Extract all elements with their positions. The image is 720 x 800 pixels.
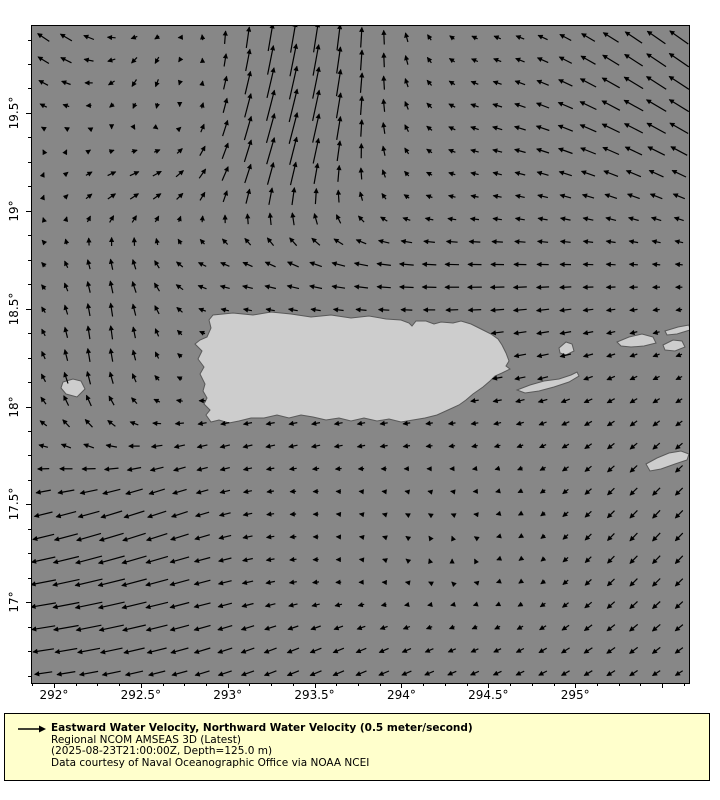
x-tick-label: 292°	[39, 688, 69, 702]
velocity-arrow	[606, 264, 615, 265]
velocity-arrow	[405, 491, 408, 492]
legend-time-depth: (2025-08-23T21:00:00Z, Depth=125.0 m)	[51, 745, 273, 757]
velocity-arrow	[474, 605, 476, 606]
velocity-arrow	[336, 469, 342, 470]
y-minor-tick	[28, 651, 31, 652]
velocity-arrow	[560, 287, 571, 288]
velocity-arrow	[153, 423, 161, 424]
legend-text	[51, 723, 473, 769]
velocity-arrow	[496, 491, 499, 492]
x-minor-tick	[271, 683, 272, 686]
y-tick-label: 18.5°	[7, 292, 21, 325]
x-tick-label: 293°	[213, 688, 243, 702]
y-minor-tick	[28, 88, 31, 89]
velocity-arrow	[361, 168, 362, 179]
x-major-tick	[662, 683, 663, 688]
velocity-arrow	[653, 310, 660, 311]
x-minor-tick	[597, 683, 598, 686]
velocity-arrow	[43, 173, 44, 175]
velocity-arrow	[452, 582, 453, 583]
y-minor-tick	[28, 578, 31, 579]
x-minor-tick	[358, 683, 359, 686]
x-minor-tick	[467, 683, 468, 686]
legend-dataset: Regional NCOM AMSEAS 3D (Latest)	[51, 733, 241, 746]
velocity-arrow	[202, 35, 203, 40]
y-minor-tick	[28, 137, 31, 138]
y-minor-tick	[28, 480, 31, 481]
velocity-arrow	[653, 264, 661, 265]
y-minor-tick	[28, 676, 31, 677]
velocity-arrow	[108, 37, 116, 38]
y-tick-label: 18°	[7, 395, 21, 418]
velocity-arrow	[247, 214, 248, 224]
x-tick-label: 292.5°	[120, 688, 161, 702]
x-minor-tick	[293, 683, 294, 686]
y-major-tick	[26, 407, 31, 408]
y-major-tick	[26, 309, 31, 310]
y-minor-tick	[28, 235, 31, 236]
velocity-arrow	[43, 195, 44, 197]
legend-courtesy: Data courtesy of Naval Oceanographic Office via NOAA NCEI	[51, 756, 370, 769]
velocity-arrow	[515, 241, 526, 242]
velocity-arrow	[406, 536, 407, 537]
velocity-arrow	[338, 190, 339, 202]
velocity-arrow	[384, 31, 385, 45]
x-minor-tick	[640, 683, 641, 686]
y-minor-tick	[28, 627, 31, 628]
x-minor-tick	[423, 683, 424, 686]
y-minor-tick	[28, 40, 31, 41]
velocity-arrow	[202, 81, 203, 84]
x-minor-tick	[184, 683, 185, 686]
velocity-arrow	[383, 559, 385, 560]
x-tick-label: 294.5°	[468, 688, 509, 702]
map-plot-area	[31, 25, 690, 684]
x-minor-tick	[619, 683, 620, 686]
velocity-arrow	[406, 559, 407, 560]
y-minor-tick	[28, 553, 31, 554]
y-minor-tick	[28, 455, 31, 456]
velocity-arrow	[429, 536, 430, 537]
velocity-arrow	[400, 287, 414, 288]
y-minor-tick	[28, 382, 31, 383]
x-minor-tick	[163, 683, 164, 686]
velocity-arrow	[468, 310, 481, 311]
x-minor-tick	[76, 683, 77, 686]
y-minor-tick	[28, 186, 31, 187]
legend-title: Eastward Water Velocity, Northward Water Velocity (0.5 meter/second)	[51, 722, 473, 734]
y-minor-tick	[28, 529, 31, 530]
velocity-arrow	[383, 537, 385, 538]
velocity-arrow	[290, 559, 297, 560]
velocity-arrow	[313, 468, 319, 469]
velocity-arrow	[537, 287, 549, 288]
x-tick-label: 295°	[560, 688, 590, 702]
velocity-arrow	[497, 582, 499, 583]
y-major-tick	[26, 602, 31, 603]
x-minor-tick	[206, 683, 207, 686]
x-minor-tick	[510, 683, 511, 686]
velocity-arrow	[630, 264, 638, 265]
x-minor-tick	[32, 683, 33, 686]
velocity-arrow	[451, 605, 453, 606]
y-minor-tick	[28, 358, 31, 359]
y-minor-tick	[28, 333, 31, 334]
y-major-tick	[26, 211, 31, 212]
velocity-arrow	[290, 537, 296, 538]
velocity-arrow	[496, 514, 498, 515]
x-tick-label: 294°	[386, 688, 416, 702]
x-minor-tick	[97, 683, 98, 686]
velocity-arrow	[429, 514, 431, 515]
velocity-arrow	[473, 469, 477, 470]
velocity-arrow	[384, 76, 385, 89]
velocity-arrow	[428, 605, 431, 606]
velocity-arrow	[360, 537, 363, 538]
velocity-arrow	[383, 514, 386, 515]
velocity-arrow	[423, 264, 437, 265]
velocity-arrow	[492, 242, 503, 243]
velocity-arrow	[202, 216, 203, 222]
velocity-arrow	[676, 310, 682, 311]
y-major-tick	[26, 504, 31, 505]
velocity-arrow	[449, 446, 455, 447]
velocity-arrow	[384, 53, 385, 67]
x-minor-tick	[380, 683, 381, 686]
x-minor-tick	[684, 683, 685, 686]
velocity-arrow	[469, 242, 480, 243]
velocity-arrow	[313, 582, 319, 583]
velocity-arrow	[405, 605, 409, 606]
velocity-arrow	[379, 310, 390, 311]
y-minor-tick	[28, 162, 31, 163]
y-tick-label: 17°	[7, 591, 21, 613]
ocean-current-map	[32, 26, 689, 683]
y-major-tick	[26, 113, 31, 114]
velocity-arrow	[451, 514, 452, 515]
y-minor-tick	[28, 64, 31, 65]
x-minor-tick	[249, 683, 250, 686]
velocity-arrow	[447, 241, 458, 242]
y-tick-label: 19°	[7, 200, 21, 222]
x-tick-label: 293.5°	[294, 688, 335, 702]
velocity-arrow	[429, 582, 430, 583]
reference-arrow-icon	[17, 724, 47, 734]
y-minor-tick	[28, 260, 31, 261]
y-tick-label: 19.5°	[7, 96, 21, 130]
velocity-arrow	[428, 491, 431, 492]
x-minor-tick	[336, 683, 337, 686]
y-minor-tick	[28, 284, 31, 285]
velocity-arrow	[88, 128, 89, 129]
velocity-arrow	[360, 514, 363, 515]
x-minor-tick	[532, 683, 533, 686]
velocity-arrow	[514, 287, 527, 288]
velocity-arrow	[176, 423, 184, 424]
y-minor-tick	[28, 431, 31, 432]
velocity-arrow	[676, 264, 683, 265]
y-tick-label: 17.5°	[7, 487, 21, 521]
x-minor-tick	[554, 683, 555, 686]
x-minor-tick	[445, 683, 446, 686]
x-minor-tick	[119, 683, 120, 686]
legend-box	[4, 713, 710, 781]
velocity-arrow	[43, 218, 44, 221]
velocity-arrow	[426, 446, 432, 447]
